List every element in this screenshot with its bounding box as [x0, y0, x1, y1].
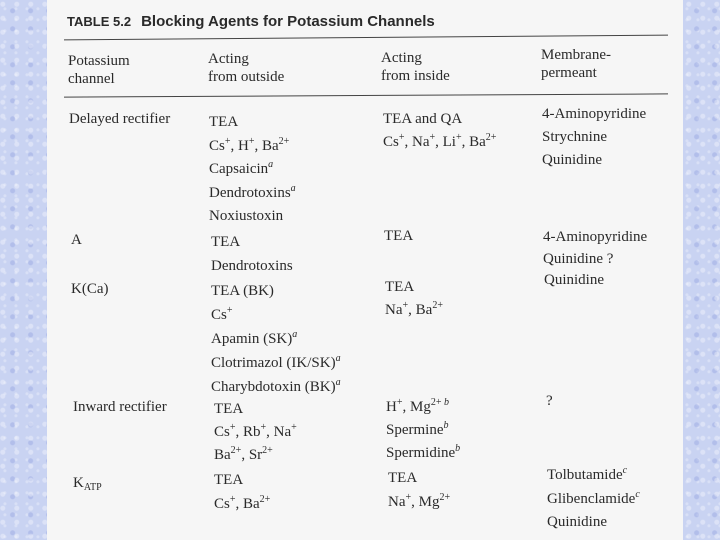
agent: 4-Aminopyridine	[542, 106, 647, 122]
cell-outside	[211, 279, 341, 399]
cell-permeant	[543, 226, 647, 270]
agent: Quinidine	[547, 514, 607, 530]
agent: TEA	[388, 470, 418, 486]
agent: Charybdotoxin (BK)$^a$	[211, 377, 341, 395]
channel-inward-rectifier: Inward rectifier	[73, 399, 167, 415]
katp-subscript: ATP	[83, 482, 102, 493]
cell-permeant	[542, 103, 646, 172]
header-acting-inside	[381, 49, 450, 85]
header-line: from inside	[381, 68, 450, 84]
cell-inside	[384, 228, 413, 245]
agent: TEA (BK)	[211, 283, 274, 299]
agent: TEA	[214, 401, 244, 417]
agent: Glibenclamide$^c$	[547, 488, 640, 507]
header-line: Acting	[381, 50, 422, 66]
agent: TEA	[211, 234, 241, 250]
header-acting-outside	[208, 50, 284, 86]
agent: Cs+, $Ba^{2+}$	[214, 494, 271, 512]
agent: $Ba^{2+}$, $Sr^{2+}$	[214, 445, 273, 463]
agent: Cs+, H+, $Ba^{2+}$	[209, 135, 290, 154]
table-title	[67, 13, 435, 30]
header-line: from outside	[208, 69, 285, 85]
agent: Na+, $Ba^{2+}$	[385, 300, 443, 318]
agent: Strychnine	[542, 129, 607, 145]
agent: TEA	[209, 114, 239, 130]
agent: Apamin (SK)$^a$	[211, 329, 298, 347]
agent: H+, $Mg^{2+ b}$	[386, 397, 449, 415]
channel-kca: K(Ca)	[71, 281, 109, 297]
agent: Na+, $Mg^{2+}$	[388, 492, 451, 510]
cell-inside	[388, 466, 450, 514]
header-line: Membrane-	[541, 47, 611, 63]
agent: TEA	[385, 279, 415, 295]
header-line: permeant	[541, 65, 597, 81]
header-line: Acting	[208, 51, 249, 67]
header-line: channel	[68, 71, 115, 87]
table-number: TABLE 5.2	[67, 14, 132, 29]
header-line: Potassium	[68, 53, 130, 69]
agent: Quinidine ?	[543, 251, 614, 267]
table-title-text: Blocking Agents for Potassium Channels	[141, 13, 435, 30]
cell-outside	[211, 230, 293, 278]
header-potassium-channel	[68, 52, 130, 88]
agent: Quinidine	[544, 272, 604, 288]
agent: 4-Aminopyridine	[543, 229, 648, 245]
cell-inside	[385, 276, 443, 322]
agent: Spermidine$^b$	[386, 443, 461, 461]
agent: TEA	[214, 472, 244, 488]
cell-permeant	[544, 272, 604, 289]
cell-inside	[386, 396, 460, 465]
header-membrane-permeant	[541, 46, 611, 82]
channel-delayed-rectifier: Delayed rectifier	[69, 111, 171, 127]
channel-katp: $K_{ATP}$	[73, 475, 102, 493]
agent: Cs+, Na+, Li+, $Ba^{2+}$	[383, 132, 497, 150]
agent: Cs+	[211, 305, 233, 323]
agent: Dendrotoxins	[211, 258, 293, 274]
cell-inside	[383, 108, 496, 154]
cell-outside	[214, 398, 297, 467]
cell-outside	[214, 468, 270, 516]
cell-permeant	[547, 464, 640, 535]
cell-permeant	[546, 393, 553, 410]
agent: TEA and QA	[383, 111, 463, 127]
cell-outside	[209, 111, 296, 229]
agent: Clotrimazol $(IK/SK)^a$	[211, 353, 341, 371]
agent: Spermine$^b$	[386, 420, 449, 438]
agent: Dendrotoxins$^a$	[209, 182, 296, 201]
agent: Capsaicin$^a$	[209, 159, 274, 177]
channel-a: A	[71, 232, 82, 248]
agent: TEA	[384, 228, 414, 244]
agent: Tolbutamide$^c$	[547, 465, 628, 483]
agent: Cs+, Rb+, Na+	[214, 422, 297, 440]
agent: Noxiustoxin	[209, 208, 284, 224]
agent: Quinidine	[542, 152, 602, 168]
agent: ?	[546, 393, 553, 409]
